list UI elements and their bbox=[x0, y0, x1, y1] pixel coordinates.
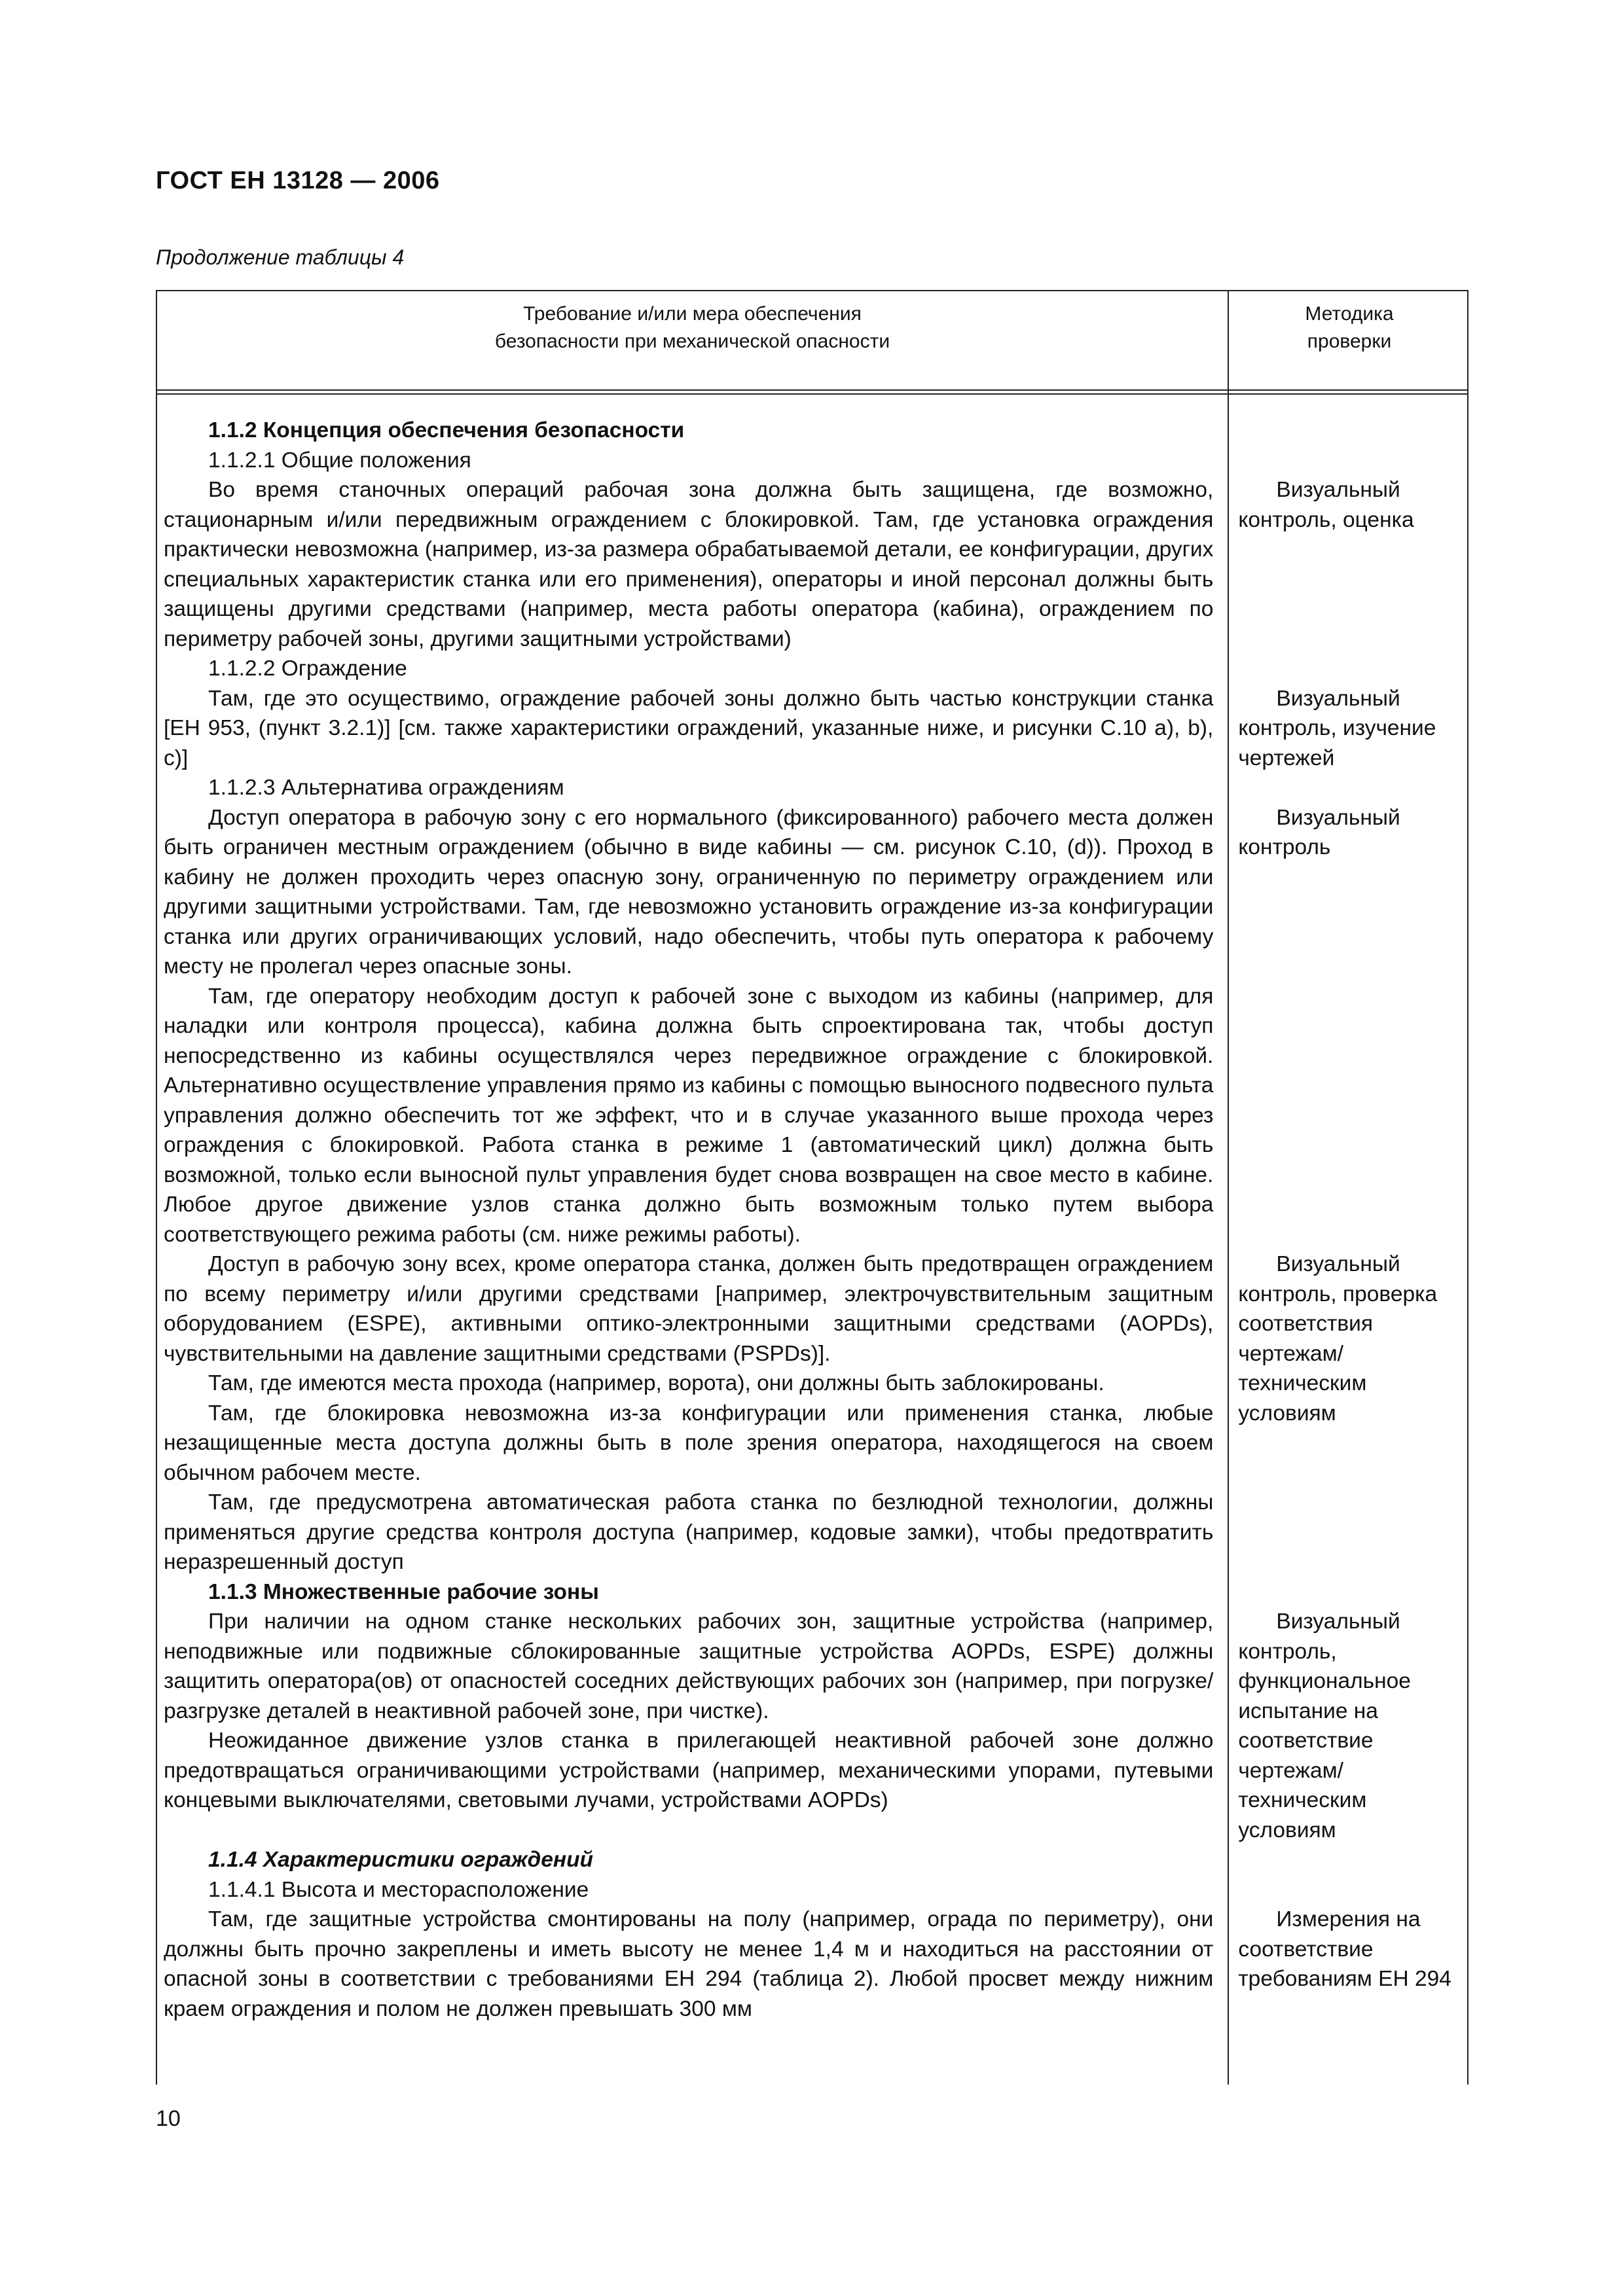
header-method-line1: Методика bbox=[1305, 303, 1394, 325]
method-text: Измерения на соответствие требованиям ЕН 294 bbox=[1238, 1907, 1451, 1991]
header-rule bbox=[157, 389, 1467, 391]
page-number: 10 bbox=[156, 2106, 181, 2131]
requirement-cell bbox=[157, 1845, 1226, 2024]
header-requirement-line1: Требование и/или мера обеспечения bbox=[523, 303, 862, 325]
requirement-paragraph: Доступ оператора в рабочую зону с его нормального (фиксированного) рабочего места должен быть ограничен местным ограждением (обычно в виде кабины — см. рисунок С.10, (d)). Проход в кабину не должен проходить через опасную зону, ограниченную по периметру ограждением или другими защитными устройствами. Там, где невозможно установить ограждение из-за конфигурации станка или других ограничивающих условий, надо обеспечить, чтобы путь оператора к рабочему месту не пролегал через опасные зоны. bbox=[164, 805, 1214, 978]
table-row bbox=[157, 1577, 1467, 1846]
requirement-paragraph: Доступ в рабочую зону всех, кроме оператора станка, должен быть предотвращен ограждением по всему периметру и/или другими средствами [например, электрочувствительным защитным оборудованием (ESPE), активными оптико-электронными защитными средствами (AOPDs), чувствительными на давление защитными средствами (PSPDs)]. bbox=[164, 1252, 1214, 1366]
header-requirement bbox=[157, 300, 1228, 355]
requirement-paragraph: При наличии на одном станке нескольких рабочих зон, защитные устройства (например, неподвижные или подвижные сблокированные защитные устройства AOPDs, ESPE) должны защитить оператора(ов) от опасностей соседних действующих рабочих зон (например, при погрузке/разгрузке деталей в неактивной рабочей зоне, при чистке). bbox=[164, 1609, 1214, 1723]
requirement-paragraph: Там, где блокировка невозможна из-за конфигурации или применения станка, любые незащищенные места доступа должны быть в поле зрения оператора, находящегося на своем обычном рабочем месте. bbox=[164, 1401, 1214, 1485]
header-method bbox=[1229, 300, 1470, 355]
table-row bbox=[157, 773, 1467, 1249]
method-text: Визуальный контроль, проверка соответствия чертежам/ техническим условиям bbox=[1238, 1252, 1438, 1426]
table-row bbox=[157, 1249, 1467, 1577]
requirement-paragraph: 1.1.2.1 Общие положения bbox=[208, 448, 471, 473]
requirement-paragraph: Неожиданное движение узлов станка в прилегающей неактивной рабочей зоне должно предотвращаться ограничивающими устройствами (например, механическими упорами, путевыми концевыми выключателями, световыми лучами, устройствами AOPDs) bbox=[164, 1729, 1214, 1812]
method-cell bbox=[1226, 1249, 1467, 1577]
header-rule-double bbox=[157, 393, 1467, 395]
requirement-paragraph: 1.1.2.2 Ограждение bbox=[208, 656, 407, 681]
requirement-paragraph: 1.1.4.1 Высота и месторасположение bbox=[208, 1877, 589, 1902]
section-heading: 1.1.4 Характеристики ограждений bbox=[208, 1848, 594, 1872]
table-row bbox=[157, 416, 1467, 654]
section-heading: 1.1.3 Множественные рабочие зоны bbox=[208, 1579, 599, 1604]
requirement-paragraph: 1.1.2.3 Альтернатива ограждениям bbox=[208, 776, 564, 800]
requirement-cell bbox=[157, 1249, 1226, 1577]
table-body bbox=[157, 416, 1467, 2024]
header-requirement-line2: безопасности при механической опасности bbox=[494, 331, 890, 352]
requirement-paragraph: Там, где предусмотрена автоматическая работа станка по безлюдной технологии, должны применяться другие средства контроля доступа (например, кодовые замки), чтобы предотвратить неразрешенный доступ bbox=[164, 1490, 1214, 1574]
requirement-paragraph: Во время станочных операций рабочая зона должна быть защищена, где возможно, стационарным и/или передвижным ограждением с блокировкой. Там, где установка ограждения практически невозможна (например, из-за размера обрабатываемой детали, ее конфигурации, других специальных характеристик станка или его применения), операторы и иной персонал должны быть защищены другими средствами (например, места работы оператора (кабина), ограждением по периметру рабочей зоны, другими защитными устройствами) bbox=[164, 478, 1214, 651]
requirement-paragraph: Там, где оператору необходим доступ к рабочей зоне с выходом из кабины (например, для наладки или контроля процесса), кабина должна быть спроектирована так, чтобы доступ непосредственно из кабины осуществлялся через передвижное ограждение с блокировкой. Альтернативно осуществление управления прямо из кабины с помощью выносного подвесного пульта управления должно обеспечить тот же эффект, что и в случае указанного выше прохода через ограждения с блокировкой. Работа станка в режиме 1 (автоматический цикл) должна быть возможной, только если выносной пульт управления будет снова возвращен на свое место в кабине. Любое другое движение узлов станка должно быть возможным только путем выбора соответствующего режима работы (см. ниже режимы работы). bbox=[164, 984, 1214, 1247]
method-cell bbox=[1226, 654, 1467, 773]
header-method-line2: проверки bbox=[1307, 331, 1392, 352]
document-title: ГОСТ ЕН 13128 — 2006 bbox=[156, 167, 440, 194]
requirements-table bbox=[156, 290, 1468, 2085]
requirement-paragraph: Там, где это осуществимо, ограждение рабочей зоны должно быть частью конструкции станка [ЕН 953, (пункт 3.2.1)] [см. также характеристики ограждений, указанные ниже, и рисунки С.10 а), b), с)] bbox=[164, 686, 1214, 770]
method-text: Визуальный контроль, изучение чертежей bbox=[1238, 686, 1436, 770]
table-row bbox=[157, 654, 1467, 773]
method-cell bbox=[1226, 1577, 1467, 1846]
requirement-cell bbox=[157, 1577, 1226, 1846]
table-row bbox=[157, 1845, 1467, 2024]
requirement-cell bbox=[157, 416, 1226, 654]
requirement-cell bbox=[157, 654, 1226, 773]
method-cell bbox=[1226, 773, 1467, 1249]
method-text: Визуальный контроль, оценка bbox=[1238, 478, 1414, 532]
method-cell bbox=[1226, 1845, 1467, 2024]
requirement-paragraph: Там, где защитные устройства смонтированы на полу (например, ограда по периметру), они должны быть прочно закреплены и иметь высоту не менее 1,4 м и находиться на расстоянии от опасной зоны в соответствии с требованиями ЕН 294 (таблица 2). Любой просвет между нижним краем ограждения и полом не должен превышать 300 мм bbox=[164, 1907, 1214, 2021]
section-heading: 1.1.2 Концепция обеспечения безопасности bbox=[208, 418, 685, 442]
method-text: Визуальный контроль, функциональное испытание на соответствие чертежам/ техническим условиям bbox=[1238, 1609, 1411, 1842]
method-text: Визуальный контроль bbox=[1238, 805, 1400, 859]
method-cell bbox=[1226, 416, 1467, 654]
requirement-paragraph: Там, где имеются места прохода (например, ворота), они должны быть заблокированы. bbox=[208, 1371, 1104, 1395]
table-caption: Продолжение таблицы 4 bbox=[156, 245, 405, 269]
requirement-cell bbox=[157, 773, 1226, 1249]
